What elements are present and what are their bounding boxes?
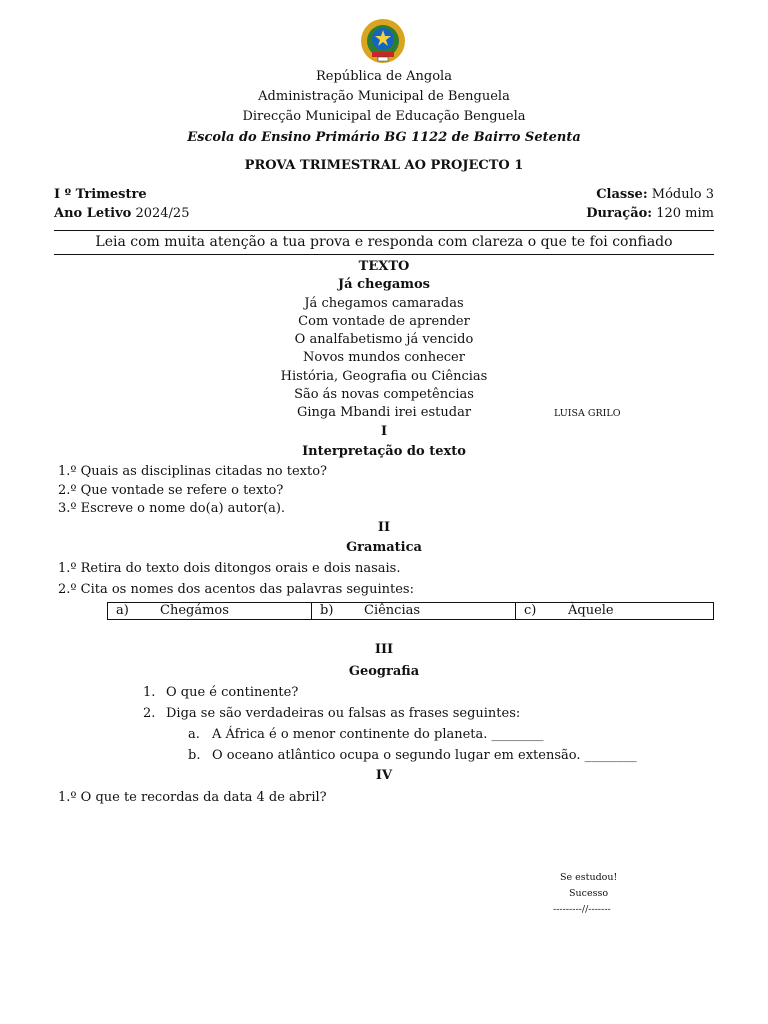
duration-label: Duração: [586, 206, 653, 221]
sub-question-item: A África é o menor continente do planeta. ________ [212, 727, 544, 742]
header-line-direction: Direcção Municipal de Educação Benguela [242, 109, 526, 124]
angola-emblem-icon [358, 16, 408, 66]
section-3-title: Geografia [348, 664, 420, 679]
trimester: I º Trimestre [54, 187, 147, 202]
footer-line: ---------//------- [553, 904, 611, 915]
section-2-title: Gramatica [346, 540, 422, 555]
question-item: 1.º O que te recordas da data 4 de abril? [58, 790, 327, 805]
section-1-title: Interpretação do texto [302, 444, 466, 459]
sub-question-item: O oceano atlântico ocupa o segundo lugar em extensão. ________ [212, 748, 637, 763]
bottom-divider [54, 254, 714, 255]
duration-info [586, 206, 714, 221]
accents-table [107, 602, 714, 620]
class-info [596, 187, 714, 202]
table-cell [108, 603, 312, 620]
header-line-country: República de Angola [316, 69, 452, 84]
school-year [54, 206, 189, 221]
question-item: 1.º Retira do texto dois ditongos orais e dois nasais. [58, 561, 401, 576]
poem-line: Já chegamos camaradas [304, 296, 464, 311]
question-item: 2.º Cita os nomes dos acentos das palavras seguintes: [58, 582, 414, 597]
year-value: 2024/25 [135, 206, 190, 221]
class-value: Módulo 3 [651, 187, 714, 202]
cell-label: b) [320, 603, 334, 618]
school-name: Escola do Ensino Primário BG 1122 de Bairro Setenta [187, 130, 581, 145]
poem-line: O analfabetismo já vencido [294, 332, 474, 347]
question-item: O que é continente? [166, 685, 299, 700]
list-number: 2. [143, 706, 156, 721]
cell-word: Chegámos [160, 603, 229, 618]
list-number: 1. [143, 685, 156, 700]
instruction-text: Leia com muita atenção a tua prova e responda com clareza o que te foi confiado [95, 234, 673, 250]
poem-line: Ginga Mbandi irei estudar [296, 405, 472, 420]
section-4-numeral: IV [375, 768, 393, 783]
section-3-numeral: III [374, 642, 394, 657]
top-divider [54, 230, 714, 231]
text-heading: TEXTO [358, 259, 410, 274]
footer-line: Se estudou! [560, 872, 618, 883]
year-label: Ano Letivo [54, 206, 132, 221]
question-item: 1.º Quais as disciplinas citadas no texto? [58, 464, 327, 479]
table-row [108, 603, 714, 620]
header-line-administration: Administração Municipal de Benguela [258, 89, 510, 104]
cell-word: Ciências [364, 603, 421, 618]
duration-value: 120 mim [656, 206, 714, 221]
cell-label: c) [524, 603, 537, 618]
table-cell [312, 603, 516, 620]
question-item: 2.º Que vontade se refere o texto? [58, 483, 284, 498]
section-2-numeral: II [377, 520, 391, 535]
section-1-numeral: I [380, 424, 388, 439]
question-item: 3.º Escreve o nome do(a) autor(a). [58, 501, 286, 516]
sub-list-letter: a. [188, 727, 200, 742]
poem-line: História, Geografia ou Ciências [280, 369, 488, 384]
footer-line: Sucesso [569, 888, 609, 899]
sub-list-letter: b. [188, 748, 201, 763]
poem-line: Com vontade de aprender [298, 314, 470, 329]
poem-title: Já chegamos [338, 277, 430, 292]
question-item: Diga se são verdadeiras ou falsas as frases seguintes: [166, 706, 521, 721]
class-label: Classe: [596, 187, 648, 202]
poem-author: LUISA GRILO [554, 408, 621, 419]
poem-line: Novos mundos conhecer [303, 350, 465, 365]
poem-line: São ás novas competências [294, 387, 474, 402]
cell-label: a) [116, 603, 129, 618]
cell-word: Àquele [568, 603, 614, 618]
table-cell [516, 603, 714, 620]
exam-title: PROVA TRIMESTRAL AO PROJECTO 1 [244, 158, 524, 173]
